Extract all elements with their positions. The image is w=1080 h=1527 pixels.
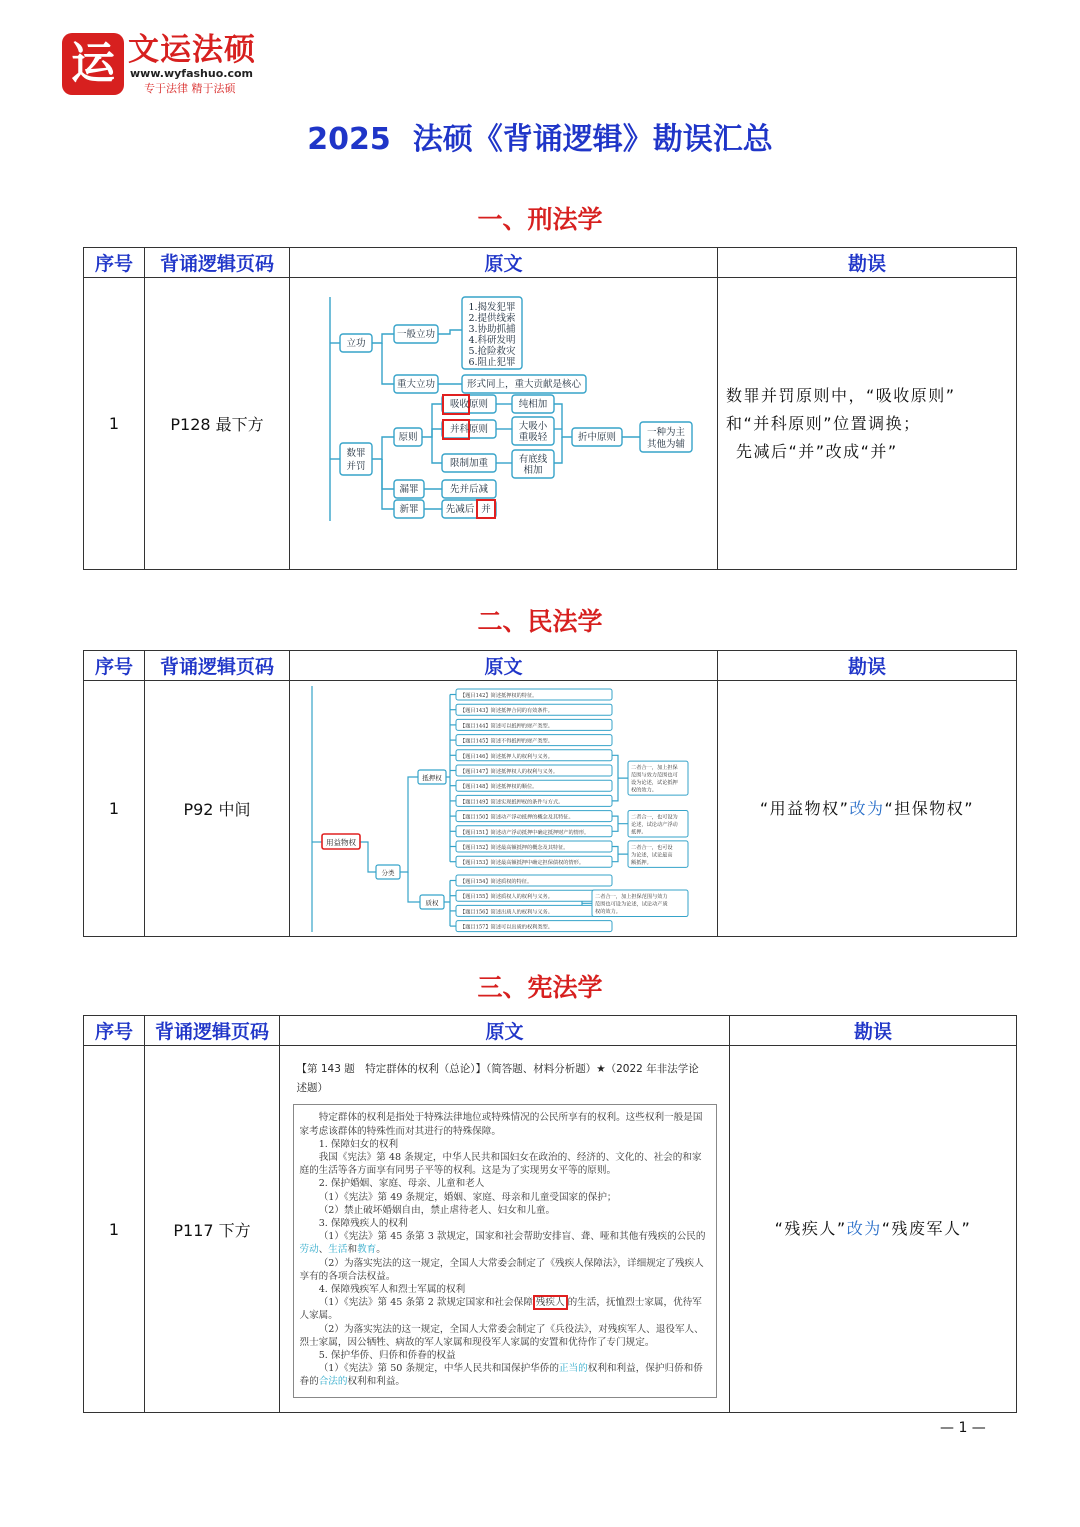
title-text: 法硕《背诵逻辑》勘误汇总 — [412, 122, 773, 157]
node-xianzhi: 限制加重 — [449, 457, 489, 469]
logo-slogan: 专于法律 精于法硕 — [144, 82, 236, 95]
civil-note-text: 二者合一，加上担保 — [631, 764, 678, 771]
header-original: 原文 — [280, 1016, 730, 1046]
row-no: 1 — [84, 278, 145, 570]
excerpt-text: （1）《宪法》第 50 条规定，中华人民共和国保护华侨的 — [318, 1363, 559, 1375]
civil-note-text: 二者合一，加上担保范围与效力 — [595, 893, 668, 900]
civil-note-text: 权的效力。 — [595, 908, 621, 915]
node-yizhong-2: 其他为辅 — [646, 438, 686, 450]
logo-mark-icon: 运 — [62, 33, 124, 95]
table-header-row — [84, 248, 1017, 278]
section-title-civil-law: 二、民法学 — [477, 607, 603, 636]
excerpt-text: 权利和利益。 — [347, 1376, 406, 1388]
civil-law-mindmap — [290, 682, 716, 936]
table-row — [84, 681, 1017, 937]
original-diagram-cell — [290, 278, 718, 570]
excerpt-paragraph — [300, 1362, 710, 1388]
node-ligong: 立功 — [346, 337, 366, 349]
node-zhezhong: 折中原则 — [577, 431, 617, 443]
excerpt-highlight: 正当的 — [558, 1363, 588, 1375]
errata-cell — [718, 278, 1017, 570]
connector-line — [612, 755, 628, 801]
civil-note-text: 额抵押。 — [631, 859, 652, 866]
node-bing: 并 — [481, 503, 491, 515]
civil-item-text: 【题目150】简述动产浮动抵押的概念及其特征。 — [460, 814, 574, 821]
node-louzui: 漏罪 — [399, 483, 419, 495]
excerpt-subheading: 4. 保障残疾军人和烈士军属的权利 — [318, 1284, 466, 1295]
header-original: 原文 — [290, 248, 718, 278]
node-bingke: 并科原则 — [449, 423, 489, 435]
table-row — [84, 1046, 1017, 1413]
errata-old-term: “残疾人” — [774, 1219, 847, 1238]
civil-note-text: 范围与效力范围也可 — [631, 772, 678, 779]
node-yuanze: 原则 — [398, 431, 418, 443]
table-header-row — [84, 651, 1017, 681]
errata-new-term: “残废军人” — [881, 1219, 972, 1238]
node-xishou: 吸收原则 — [449, 398, 489, 410]
node-xianbing: 先并后减 — [449, 483, 489, 495]
node-xianjian: 先减后 — [445, 503, 475, 515]
errata-old-term: “用益物权” — [759, 798, 850, 818]
connector-line — [400, 777, 418, 872]
table-row — [84, 278, 1017, 570]
civil-item-text: 【题目148】简述抵押权的顺位。 — [460, 783, 538, 790]
connector-line — [612, 846, 628, 861]
errata-table-constitutional-law — [83, 1015, 1017, 1413]
civil-item-text: 【题目146】简述抵押人的权利与义务。 — [460, 753, 553, 760]
header-errata: 勘误 — [718, 248, 1017, 278]
errata-table-civil-law — [83, 650, 1017, 937]
criminal-law-mindmap — [290, 279, 716, 569]
civil-note-text: 二者合一，也可设为 — [631, 813, 678, 820]
node-yizhong-1: 一种为主 — [646, 426, 686, 438]
excerpt-highlight: 教育 — [357, 1244, 377, 1256]
section-title-criminal-law: 一、刑法学 — [477, 205, 603, 234]
civil-note-text: 为论述，试论最高 — [631, 851, 673, 858]
connector-line — [360, 842, 376, 872]
excerpt-highlight: 生活 — [328, 1244, 348, 1256]
node-daxi-2: 重吸轻 — [518, 431, 548, 443]
node-youdi-2: 相加 — [523, 464, 543, 476]
civil-item-text: 【题目144】简述可以抵押的财产类型。 — [460, 722, 553, 729]
original-excerpt-cell — [280, 1046, 730, 1413]
page-number: — 1 — — [940, 1420, 986, 1436]
excerpt-paragraph: （2）为落实宪法的这一规定，全国人大常委会制定了《残疾人保障法》，详细规定了残疾人享有的各项合法权益。 — [299, 1257, 704, 1282]
excerpt-text: （1）《宪法》第 45 条第 3 款规定，国家和社会帮助安排盲、聋、哑和其他有残疾的公民的 — [318, 1231, 706, 1243]
civil-note-text: 抵押。 — [631, 828, 647, 835]
errata-cell — [730, 1046, 1017, 1413]
excerpt-paragraph: 特定群体的权利是指处于特殊法律地位或特殊情况的公民所享有的权利。这些权利一般是国家考虑该群体的特殊性而对其进行的特殊保障。 — [299, 1112, 703, 1137]
errata-new-term: “担保物权” — [884, 798, 975, 818]
errata-table-criminal-law — [83, 247, 1017, 570]
title-year: 2025 — [307, 122, 391, 157]
excerpt-paragraph: （1）《宪法》第 49 条规定，婚姻、家庭、母亲和儿童受国家的保护； — [318, 1191, 617, 1203]
connector-line — [444, 880, 450, 926]
original-diagram-cell — [290, 681, 718, 937]
section-title-constitutional-law: 三、宪法学 — [477, 973, 603, 1002]
row-page: P92 中间 — [145, 681, 290, 937]
logo-name: 文运法硕 — [128, 32, 256, 68]
logo — [62, 33, 262, 97]
civil-item-text: 【题目145】简述不得抵押的财产类型。 — [460, 738, 553, 745]
row-page: P117 下方 — [145, 1046, 280, 1413]
node-zhongda: 重大立功 — [396, 378, 436, 390]
civil-item-text: 【题目153】简述最高额抵押中确定担保债权的情形。 — [460, 859, 585, 866]
civil-item-text: 【题目151】简述动产浮动抵押中确定抵押财产的情形。 — [460, 829, 590, 836]
civil-zhiquan: 质权 — [425, 898, 439, 907]
node-list-5: 5.抢险救灾 — [468, 345, 516, 357]
header-no: 序号 — [84, 651, 145, 681]
civil-note-text: 范围也可设为论述，试论动产质 — [595, 901, 668, 908]
header-no: 序号 — [84, 1016, 145, 1046]
header-no: 序号 — [84, 248, 145, 278]
excerpt-subheading: 3. 保障残疾人的权利 — [318, 1217, 408, 1229]
document-title — [0, 118, 1080, 162]
excerpt-paragraph — [300, 1296, 710, 1322]
civil-diyaquan: 抵押权 — [422, 773, 442, 782]
excerpt-subheading: 1. 保障妇女的权利 — [318, 1138, 399, 1150]
excerpt-text: 的生活，抚恤烈士家属，优待军人家属。 — [299, 1297, 702, 1322]
civil-note-text: 二者合一，也可设 — [631, 844, 673, 851]
errata-cell — [718, 681, 1017, 937]
textbook-excerpt — [293, 1060, 717, 1397]
header-errata: 勘误 — [730, 1016, 1017, 1046]
excerpt-heading-line-2: 述题） — [296, 1082, 328, 1095]
civil-note-text: 设为论述，试论抵押 — [631, 779, 678, 786]
header-page: 背诵逻辑页码 — [145, 1016, 280, 1046]
civil-item-text: 【题目147】简述抵押权人的权利与义务。 — [460, 768, 559, 775]
civil-note-text: 权的效力。 — [631, 787, 657, 794]
excerpt-body — [293, 1104, 717, 1397]
civil-item-text: 【题目152】简述最高额抵押的概念及其特征。 — [460, 844, 569, 851]
excerpt-text: 权利和利益，保护归侨和侨眷的 — [299, 1363, 703, 1388]
node-list-6: 6.阻止犯罪 — [468, 356, 516, 368]
civil-item-text: 【题目154】简述质权的特征。 — [460, 878, 533, 885]
excerpt-paragraph: （2）禁止破坏婚姻自由，禁止虐待老人、妇女和儿童。 — [318, 1204, 556, 1216]
node-shuzui-1: 数罪 — [346, 447, 366, 459]
excerpt-text: 和 — [347, 1244, 358, 1256]
excerpt-text: （1）《宪法》第 45 条第 2 款规定国家和社会保障 — [318, 1297, 533, 1309]
node-list-3: 3.协助抓捕 — [468, 323, 516, 335]
excerpt-paragraph — [300, 1230, 710, 1256]
excerpt-paragraph: 我国《宪法》第 48 条规定，中华人民共和国妇女在政治的、经济的、文化的、社会的和家庭的生活等各方面享有同男子平等的权利。这是为了实现男女平等的原则。 — [299, 1151, 702, 1177]
errata-line-2: 和“并科原则”位置调换； — [726, 413, 921, 433]
excerpt-text: 。 — [376, 1244, 386, 1256]
civil-item-text: 【题目155】简述质权人的权利与义务。 — [460, 893, 553, 900]
row-no: 1 — [84, 1046, 145, 1413]
civil-item-text: 【题目143】简述抵押合同的有效条件。 — [460, 707, 553, 714]
errata-change-to: 改为 — [846, 1219, 882, 1238]
errata-change-to: 改为 — [849, 798, 885, 818]
header-page: 背诵逻辑页码 — [145, 651, 290, 681]
errata-line-1: 数罪并罚原则中，“吸收原则” — [726, 385, 956, 405]
row-no: 1 — [84, 681, 145, 937]
excerpt-error-highlight: 残疾人 — [533, 1295, 568, 1310]
node-youdi-1: 有底线 — [518, 453, 548, 465]
excerpt-highlight: 劳动 — [299, 1244, 319, 1256]
civil-item-text: 【题目142】简述抵押权的特征。 — [460, 692, 538, 699]
node-chunxiang: 纯相加 — [518, 398, 548, 410]
node-list-4: 4.科研发明 — [468, 334, 516, 346]
civil-item-text: 【题目157】简述可以出质的权利类型。 — [460, 924, 553, 931]
civil-note-text: 论述，试论动产浮动 — [631, 821, 678, 828]
node-xingshi: 形式同上，重大贡献是核心 — [466, 378, 582, 390]
civil-item-text: 【题目156】简述出质人的权利与义务。 — [460, 908, 553, 915]
table-header-row — [84, 1016, 1017, 1046]
node-shuzui-2: 并罚 — [346, 460, 366, 472]
node-list-2: 2.提供线索 — [468, 312, 516, 324]
excerpt-heading — [293, 1060, 717, 1098]
civil-fenlei: 分类 — [381, 868, 395, 877]
excerpt-subheading: 5. 保护华侨、归侨和侨眷的权益 — [318, 1350, 456, 1362]
node-daxi-1: 大吸小 — [518, 420, 548, 432]
excerpt-text: 、 — [318, 1244, 329, 1256]
civil-root: 用益物权 — [326, 837, 356, 847]
excerpt-highlight: 合法的 — [318, 1376, 348, 1388]
header-page: 背诵逻辑页码 — [145, 248, 290, 278]
logo-url: www.wyfashuo.com — [130, 67, 253, 80]
excerpt-heading-line-1: 【第 143 题 特定群体的权利（总论）】（简答题、材料分析题）★（2022 年非法学论 — [296, 1063, 699, 1076]
node-xinzui: 新罪 — [399, 503, 419, 515]
header-original: 原文 — [290, 651, 718, 681]
node-list-1: 1.揭发犯罪 — [468, 301, 516, 313]
header-errata: 勘误 — [718, 651, 1017, 681]
node-yiban: 一般立功 — [396, 328, 436, 340]
connector-line — [612, 816, 628, 831]
connector-line — [408, 872, 420, 902]
excerpt-paragraph: （2）为落实宪法的这一规定，全国人大常委会制定了《兵役法》，对残疾军人、退役军人、烈士家属，因公牺牲、病故的军人家属和现役军人家属的安置和优待作了专门规定。 — [299, 1323, 704, 1348]
excerpt-subheading: 2. 保护婚姻、家庭、母亲、儿童和老人 — [318, 1178, 485, 1190]
civil-item-text: 【题目149】简述实现抵押权的条件与方式。 — [460, 798, 564, 805]
errata-line-3: 先减后“并”改成“并” — [736, 441, 898, 461]
row-page: P128 最下方 — [145, 278, 290, 570]
